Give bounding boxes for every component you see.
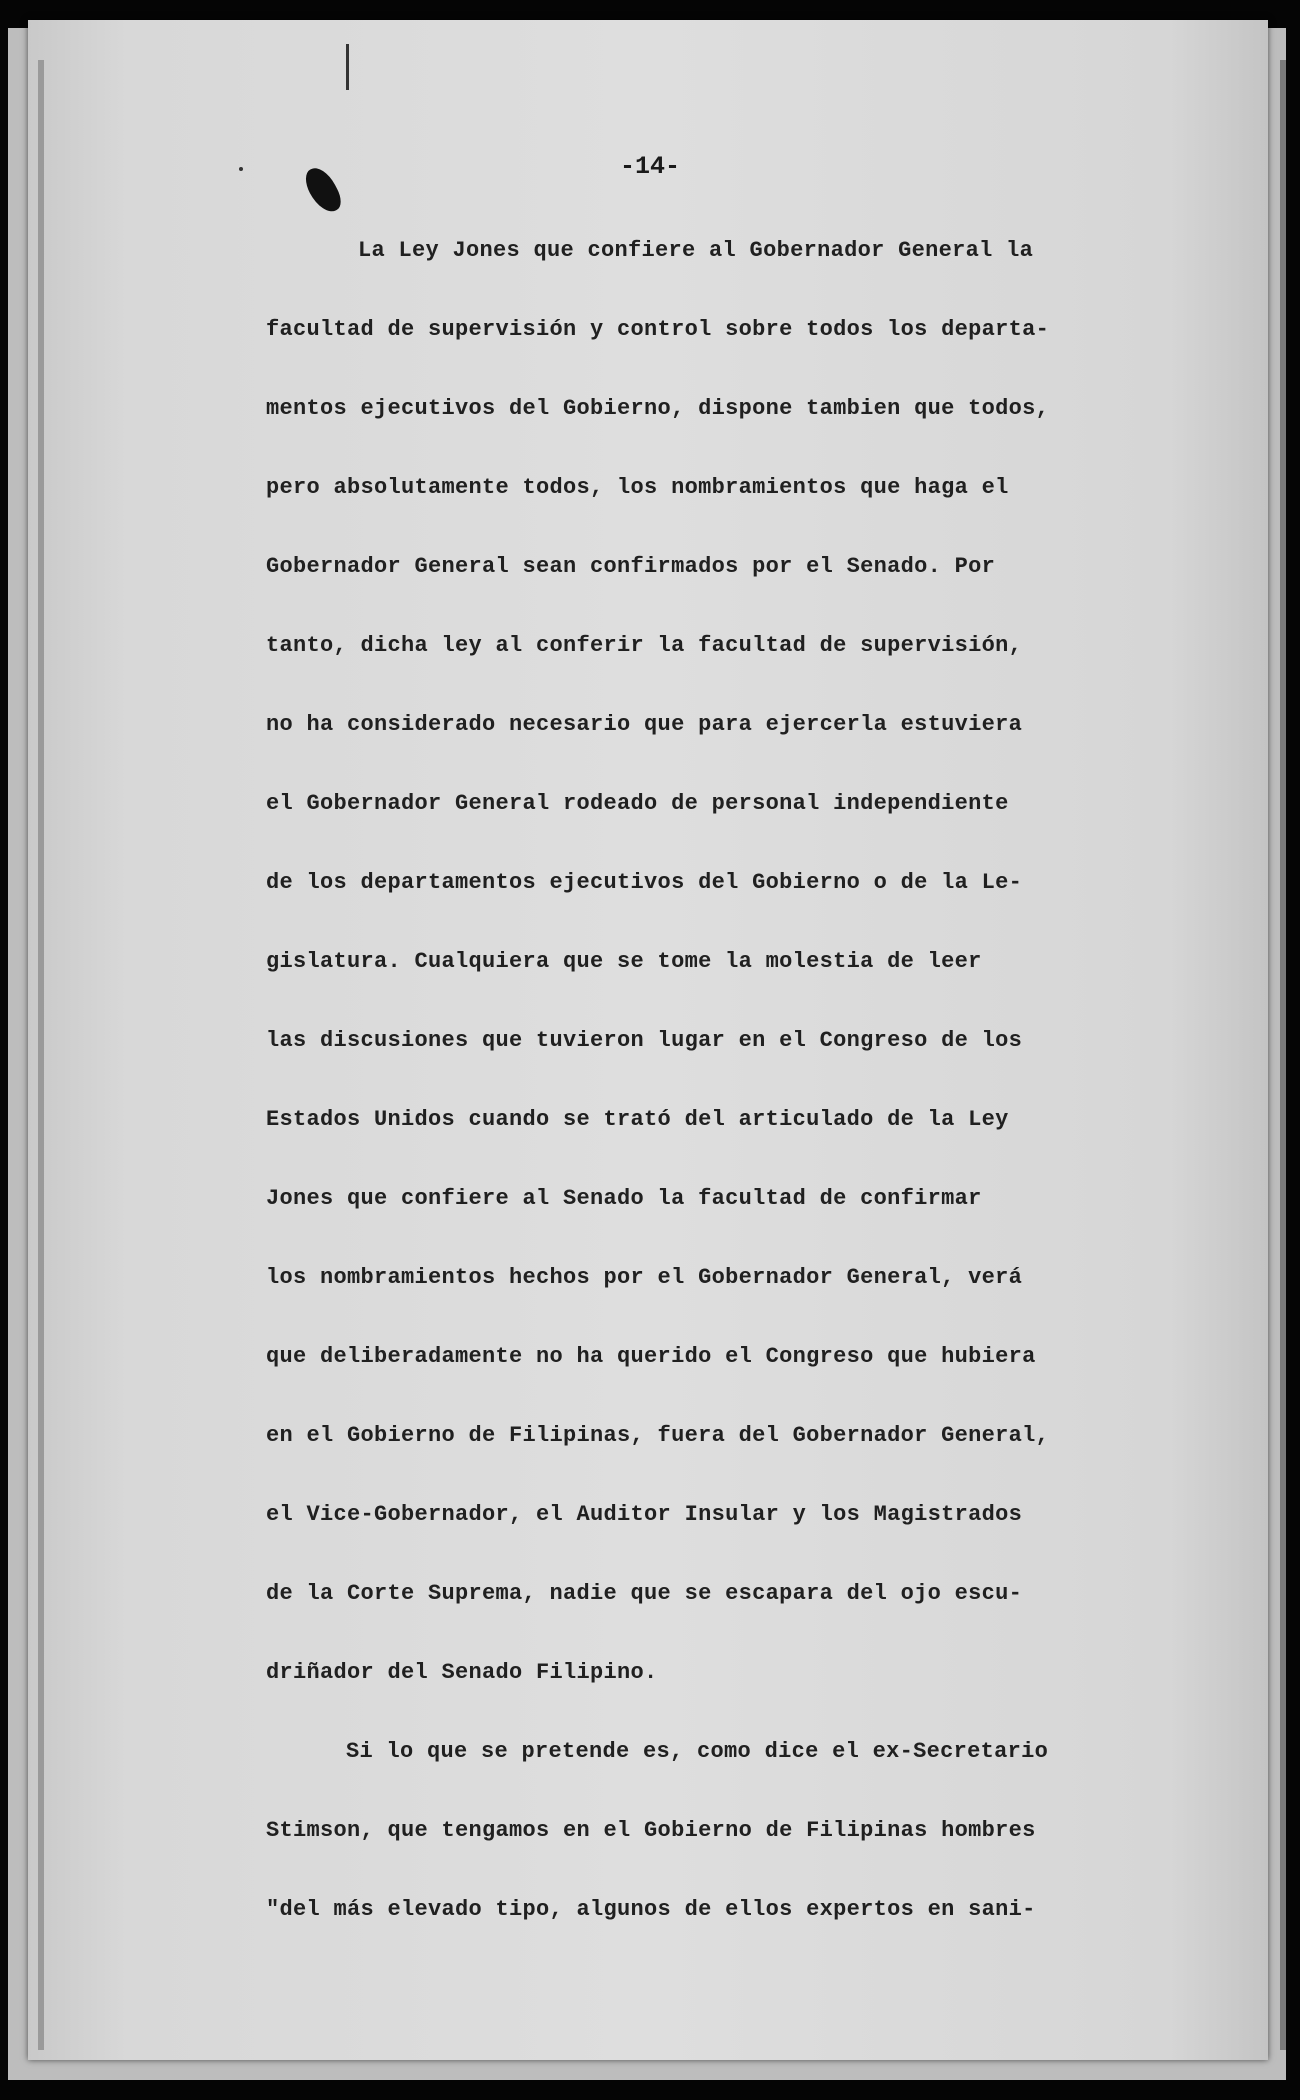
page-number: -14-	[619, 152, 680, 181]
text-line: mentos ejecutivos del Gobierno, dispone tambien que todos,	[266, 396, 1050, 421]
text-line: de la Corte Suprema, nadie que se escapara del ojo escu-	[266, 1581, 1023, 1606]
text-line: que deliberadamente no ha querido el Congreso que hubiera	[266, 1344, 1036, 1369]
text-line: Estados Unidos cuando se trató del articulado de la Ley	[266, 1107, 1009, 1132]
text-line: Jones que confiere al Senado la facultad de confirmar	[266, 1186, 982, 1211]
text-line: tanto, dicha ley al conferir la facultad de supervisión,	[266, 633, 1023, 658]
text-line: gislatura. Cualquiera que se tome la molestia de leer	[266, 949, 982, 974]
text-line: "del más elevado tipo, algunos de ellos expertos en sani-	[266, 1897, 1036, 1922]
text-line: el Vice-Gobernador, el Auditor Insular y los Magistrados	[266, 1502, 1023, 1527]
ink-mark	[346, 44, 349, 90]
text-line: Si lo que se pretende es, como dice el ex-Secretario	[346, 1739, 1049, 1764]
text-line: las discusiones que tuvieron lugar en el Congreso de los	[266, 1028, 1023, 1053]
page-edge-right	[1280, 60, 1286, 2050]
text-line: el Gobernador General rodeado de personal independiente	[266, 791, 1009, 816]
text-line: los nombramientos hechos por el Gobernador General, verá	[266, 1265, 1023, 1290]
text-line: facultad de supervisión y control sobre todos los departa-	[266, 317, 1050, 342]
text-line: de los departamentos ejecutivos del Gobierno o de la Le-	[266, 870, 1023, 895]
text-line: Gobernador General sean confirmados por el Senado. Por	[266, 554, 996, 579]
text-line: driñador del Senado Filipino.	[266, 1660, 658, 1685]
text-line: en el Gobierno de Filipinas, fuera del Gobernador General,	[266, 1423, 1050, 1448]
text-line: Stimson, que tengamos en el Gobierno de Filipinas hombres	[266, 1818, 1036, 1843]
page-edge-left	[38, 60, 44, 2050]
body-text	[266, 224, 1166, 1962]
ink-dot	[239, 167, 243, 171]
text-line: no ha considerado necesario que para ejercerla estuviera	[266, 712, 1023, 737]
text-line: pero absolutamente todos, los nombramientos que haga el	[266, 475, 1009, 500]
text-line: La Ley Jones que confiere al Gobernador General la	[358, 238, 1034, 263]
